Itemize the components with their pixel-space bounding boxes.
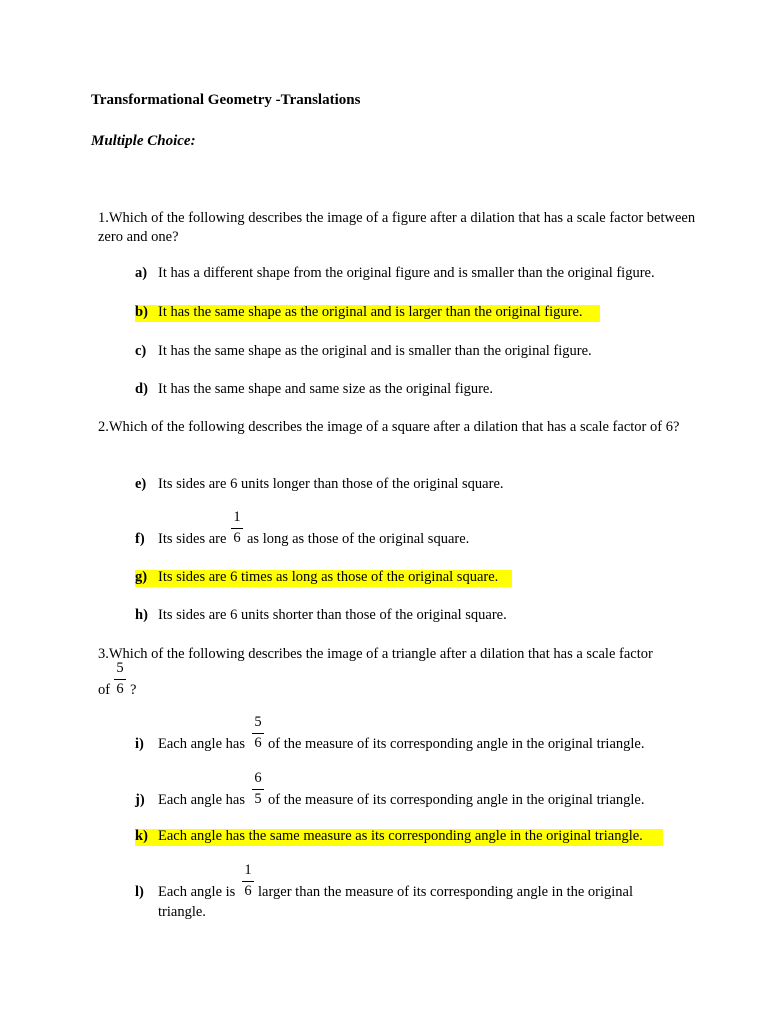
fraction-numerator: 1 (242, 862, 254, 882)
option-l-text-line2: triangle. (158, 904, 206, 920)
option-f-text-before: Its sides are (158, 531, 227, 547)
option-j-text-before: Each angle has (158, 792, 245, 808)
option-f-text-after: as long as those of the original square. (247, 531, 470, 547)
question-3-mark: ? (130, 682, 137, 698)
option-a-letter: a) (135, 265, 148, 281)
fraction-denominator: 6 (254, 735, 262, 751)
document-title: Transformational Geometry -Translations (91, 92, 361, 108)
question-3-fraction (114, 660, 126, 698)
option-c-text: It has the same shape as the original and is smaller than the original figure. (158, 343, 592, 359)
fraction-denominator: 6 (233, 530, 241, 546)
option-f-letter: f) (135, 531, 145, 547)
option-b-text: It has the same shape as the original and is larger than the original figure. (158, 304, 583, 320)
fraction-denominator: 6 (244, 883, 252, 899)
option-i-letter: i) (135, 736, 144, 752)
option-j-text-after: of the measure of its corresponding angle in the original triangle. (268, 792, 645, 808)
option-b-letter: b) (135, 304, 148, 320)
option-d-text: It has the same shape and same size as the original figure. (158, 381, 493, 397)
option-j-letter: j) (135, 792, 145, 808)
question-3-text: 3.Which of the following describes the image of a triangle after a dilation that has a scale factor (98, 646, 653, 662)
option-l-text-before: Each angle is (158, 884, 236, 900)
option-h-text: Its sides are 6 units shorter than those of the original square. (158, 607, 507, 623)
option-i-fraction (252, 714, 264, 752)
question-2-text: 2.Which of the following describes the image of a square after a dilation that has a scale factor of 6? (98, 419, 680, 435)
option-k-letter: k) (135, 828, 148, 844)
option-l-letter: l) (135, 884, 144, 900)
section-heading: Multiple Choice: (91, 133, 196, 149)
option-e-letter: e) (135, 476, 147, 492)
question-3-of: of (98, 682, 111, 698)
option-g-text: Its sides are 6 times as long as those of the original square. (158, 569, 499, 585)
option-h-letter: h) (135, 607, 148, 623)
option-i-text-before: Each angle has (158, 736, 245, 752)
question-1-text: 1.Which of the following describes the image of a figure after a dilation that has a scale factor between zero and one? (98, 210, 696, 245)
option-j-fraction (252, 770, 264, 808)
fraction-denominator: 6 (116, 681, 124, 697)
fraction-numerator: 6 (252, 770, 264, 790)
option-i-text-after: of the measure of its corresponding angle in the original triangle. (268, 736, 645, 752)
option-k-text: Each angle has the same measure as its corresponding angle in the original triangle. (158, 828, 643, 844)
option-g-letter: g) (135, 569, 148, 585)
fraction-denominator: 5 (254, 791, 262, 807)
option-a-text: It has a different shape from the original figure and is smaller than the original figure. (158, 265, 655, 281)
fraction-numerator: 5 (252, 714, 264, 734)
option-d-letter: d) (135, 381, 148, 397)
option-l-fraction (242, 862, 254, 900)
fraction-numerator: 5 (114, 660, 126, 680)
option-l-text-after: larger than the measure of its corresponding angle in the original (258, 884, 634, 900)
option-c-letter: c) (135, 343, 147, 359)
fraction-numerator: 1 (231, 509, 243, 529)
option-e-text: Its sides are 6 units longer than those of the original square. (158, 476, 504, 492)
option-f-fraction (231, 509, 243, 547)
